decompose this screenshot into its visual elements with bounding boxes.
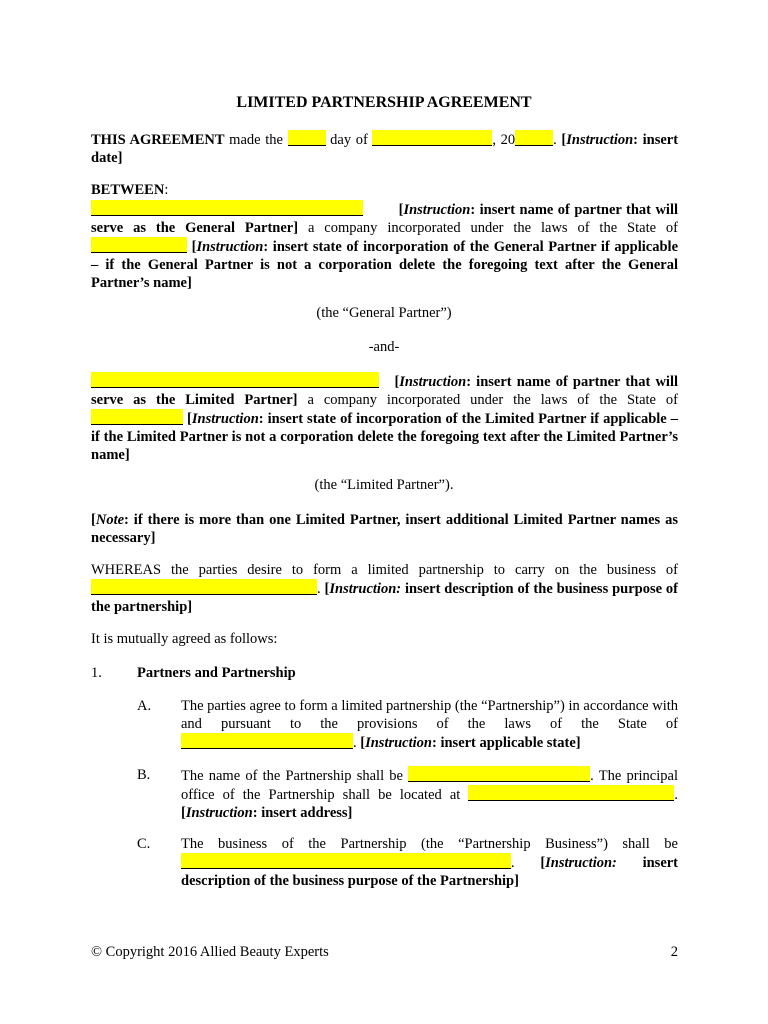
item-c-text: The business of the Partnership (the “Partnership Business”) shall be: [181, 836, 678, 852]
item-b-text-a: The name of the Partnership shall be: [181, 768, 403, 784]
lp-instruction-label: Instruction: [399, 374, 467, 390]
whereas-paragraph: WHEREAS the parties desire to form a limited partnership to carry on the business of . [Instruction: insert description of the business purpose of the partnership]: [91, 562, 679, 615]
between-label: BETWEEN: [91, 182, 165, 198]
lp-state-blank[interactable]: [91, 409, 183, 425]
copyright-text: © Copyright 2016 Allied Beauty Experts: [91, 944, 329, 960]
whereas-instruction-text: insert description of the business purpose of the partnership]: [91, 581, 679, 615]
limited-partner-label: (the “Limited Partner”).: [314, 477, 454, 493]
item-c-text-block: The business of the Partnership (the “Partnership Business”) shall be . [Instruction: insert description of the business purpose of the Partnership]: [181, 836, 679, 889]
item-c-instruction-text: insert description of the business purpose of the Partnership]: [181, 855, 679, 889]
applicable-state-blank[interactable]: [181, 733, 353, 749]
item-a-instruction-text: : insert applicable state]: [432, 735, 581, 751]
item-b-instruction-text: : insert address]: [252, 805, 353, 821]
intro-instruction-label: Instruction: [566, 132, 634, 148]
gp-state-instruction-text: : insert state of incorporation of the General Partner if applicable – if the General Partner is not a corporation delete the foregoing text after the General Partner’s name]: [91, 239, 678, 291]
item-b-letter: B.: [137, 767, 151, 783]
note-paragraph: [Note: if there is more than one Limited Partner, insert additional Limited Partner names as necessary]: [91, 512, 678, 546]
intro-comma-20: , 20: [492, 132, 516, 148]
lp-instruction-text: : insert name of partner that will serve as the Limited Partner]: [91, 374, 679, 408]
intro-lead: THIS AGREEMENT: [91, 132, 225, 148]
between-label-block: BETWEEN:: [91, 182, 169, 198]
gp-instruction-text: : insert name of partner that will serve as the General Partner]: [91, 202, 679, 236]
limited-partner-block: [Instruction: insert name of partner that will serve as the Limited Partner] a company incorporated under the laws of the State of [Instruction: insert state of incorporation of the Limited Partner if applicable – if the Limited Partner is not a corporation delete the foregoing text after the Limited Partner’s name]: [91, 374, 679, 463]
gp-state-blank[interactable]: [91, 237, 187, 253]
gp-company-text: a company incorporated under the laws of the State of: [307, 220, 678, 236]
lp-state-instruction-text: : insert state of incorporation of the Limited Partner if applicable – if the Limited Partner is not a corporation delete the foregoing text after the Limited Partner’s name]: [91, 411, 678, 463]
section-heading: Partners and Partnership: [137, 665, 296, 681]
item-b-text-b: . The principal office of the Partnership shall be located at: [181, 768, 678, 803]
section-number: 1.: [91, 665, 102, 681]
gp-state-instruction-label: Instruction: [196, 239, 264, 255]
partnership-business-blank[interactable]: [181, 853, 511, 869]
note-label: Note: [95, 512, 125, 528]
whereas-text: WHEREAS the parties desire to form a limited partnership to carry on the business of: [91, 562, 678, 578]
note-text: : if there is more than one Limited Partner, insert additional Limited Partner names as necessary]: [91, 512, 678, 546]
partnership-name-blank[interactable]: [408, 766, 590, 782]
page-number: 2: [670, 944, 678, 960]
item-c-letter: C.: [137, 836, 151, 852]
general-partner-name-blank[interactable]: [91, 200, 363, 216]
and-separator: -and-: [368, 339, 400, 355]
item-a-instruction-label: Instruction: [365, 735, 432, 751]
intro-paragraph: THIS AGREEMENT made the day of , 20 . [Instruction: insert date]: [91, 132, 679, 166]
lp-company-text: a company incorporated under the laws of the State of: [307, 392, 678, 408]
item-c-instruction-label: Instruction:: [545, 855, 617, 871]
document-title: LIMITED PARTNERSHIP AGREEMENT: [236, 94, 532, 111]
gp-instruction-label: Instruction: [403, 202, 471, 218]
business-description-blank[interactable]: [91, 579, 317, 595]
item-a-text-block: The parties agree to form a limited partnership (the “Partnership”) in accordance with and pursuant to the provisions of the laws of the State of . [Instruction: insert applicable state]: [181, 698, 678, 751]
agreed-line: It is mutually agreed as follows:: [91, 631, 278, 647]
whereas-instruction-label: Instruction:: [329, 581, 402, 597]
intro-dot: .: [553, 132, 557, 148]
general-partner-label: (the “General Partner”): [316, 305, 452, 321]
intro-made-the: made the: [229, 132, 283, 148]
item-a-text: The parties agree to form a limited partnership (the “Partnership”) in accordance with and pursuant to the provisions of the laws of the State of: [181, 698, 678, 732]
item-b-text-block: The name of the Partnership shall be . The principal office of the Partnership shall be located at . [Instruction: insert address]: [181, 768, 678, 821]
item-a-letter: A.: [137, 698, 152, 714]
intro-day-of: day of: [330, 132, 368, 148]
principal-office-blank[interactable]: [468, 785, 674, 801]
general-partner-block: [Instruction: insert name of partner that will serve as the General Partner] a company incorporated under the laws of the State of [Instruction: insert state of incorporation of the General Partner if applicable – if the General Partner is not a corporation delete the foregoing text after the General Partner’s name]: [91, 202, 679, 291]
limited-partner-name-blank[interactable]: [91, 372, 379, 388]
page-footer: [91, 943, 678, 961]
day-blank[interactable]: [288, 130, 326, 146]
year-blank[interactable]: [515, 130, 553, 146]
intro-instruction-text: : insert date]: [91, 132, 679, 166]
lp-state-instruction-label: Instruction: [191, 411, 259, 427]
item-b-instruction-label: Instruction: [185, 805, 253, 821]
month-blank[interactable]: [372, 130, 492, 146]
